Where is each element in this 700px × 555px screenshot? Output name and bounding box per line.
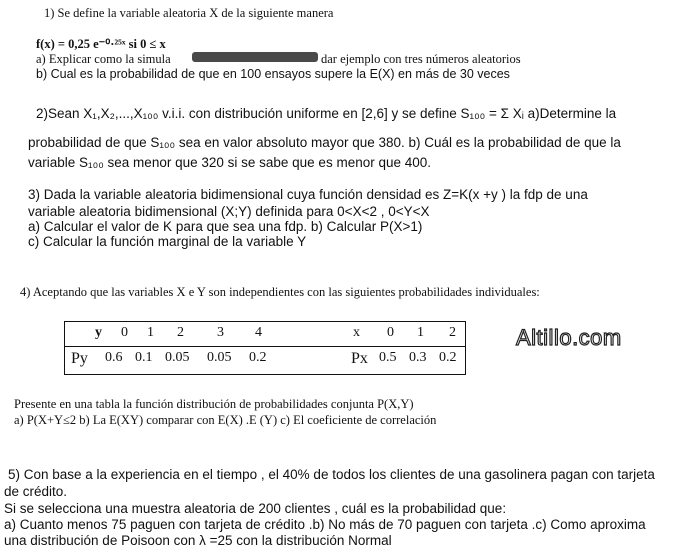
y-value: 4 xyxy=(255,325,262,340)
x-value: 0 xyxy=(387,325,394,340)
problem-1-formula: f(x) = 0,25 e⁻⁰·²⁵ˣ si 0 ≤ x xyxy=(36,37,166,51)
py-value: 0.05 xyxy=(165,350,190,365)
px-label: Px xyxy=(351,350,368,367)
problem-3-line-2: variable aleatoria bidimensional (X;Y) definida para 0<X<2 , 0<Y<X xyxy=(28,204,430,219)
x-label: x xyxy=(353,325,360,340)
problem-4-title: 4) Aceptando que las variables X e Y son independientes con las siguientes probabilidades individuales: xyxy=(20,285,540,299)
px-value: 0.5 xyxy=(379,350,397,365)
problem-3-line-3: a) Calcular el valor de K para que sea una fdp. b) Calcular P(X>1) xyxy=(28,219,423,234)
table-probability-row xyxy=(65,350,465,374)
y-value: 2 xyxy=(177,325,184,340)
problem-5-line-4: a) Cuanto menos 75 paguen con tarjeta de crédito .b) No más de 70 paguen con tarjeta .c) Como aproxima xyxy=(4,517,646,532)
probability-table xyxy=(64,321,466,375)
y-value: 0 xyxy=(121,325,128,340)
py-value: 0.2 xyxy=(249,350,267,365)
py-value: 0.1 xyxy=(135,350,153,365)
py-value: 0.05 xyxy=(207,350,232,365)
problem-5-line-1: 5) Con base a la experiencia en el tiempo , el 40% de todos los clientes de una gasolinera pagan con tarjeta xyxy=(8,467,655,482)
x-value: 1 xyxy=(417,325,424,340)
problem-1-part-a-start: a) Explicar como la simula xyxy=(36,52,171,66)
problem-2-line-2: probabilidad de que S₁₀₀ sea en valor absoluto mayor que 380. b) Cuál es la probabilidad de que la xyxy=(28,135,621,150)
problem-5-line-3: Si se selecciona una muestra aleatoria de 200 clientes , cuál es la probabilidad que: xyxy=(4,501,507,516)
problem-1-title: 1) Se define la variable aleatoria X de la siguiente manera xyxy=(44,6,334,20)
px-value: 0.3 xyxy=(409,350,427,365)
problem-5-line-5: una distribución de Poisoon con λ =25 con la distribución Normal xyxy=(4,533,392,548)
problem-2-line-3: variable S₁₀₀ sea menor que 320 si se sabe que es menor que 400. xyxy=(28,155,432,170)
py-label: Py xyxy=(71,350,88,367)
problem-2-line-1: 2)Sean X₁,X₂,...,X₁₀₀ v.i.i. con distribución uniforme en [2,6] y se define S₁₀₀ = Σ Xᵢ a)Determine la xyxy=(36,106,617,121)
x-value: 2 xyxy=(449,325,456,340)
problem-1-part-a-end: dar ejemplo con tres números aleatorios xyxy=(321,52,521,66)
y-label: y xyxy=(95,325,102,340)
problem-4-line-1: Presente en una tabla la función distribución de probabilidades conjunta P(X,Y) xyxy=(14,397,414,411)
px-value: 0.2 xyxy=(439,350,457,365)
problem-3-line-1: 3) Dada la variable aleatoria bidimensional cuya función densidad es Z=K(x +y ) la fdp de una xyxy=(28,187,588,202)
y-value: 1 xyxy=(147,325,154,340)
altillo-watermark: Altillo.com xyxy=(516,325,622,350)
scribbled-out-text xyxy=(192,52,318,62)
table-divider xyxy=(65,346,465,347)
problem-1-part-b: b) Cual es la probabilidad de que en 100 ensayos supere la E(X) en más de 30 veces xyxy=(36,67,510,81)
y-value: 3 xyxy=(217,325,224,340)
problem-4-line-2: a) P(X+Y≤2 b) La E(XY) comparar con E(X) .E (Y) c) El coeficiente de correlación xyxy=(14,413,437,427)
problem-5-line-2: de crédito. xyxy=(4,484,68,499)
problem-3-line-4: c) Calcular la función marginal de la variable Y xyxy=(28,234,307,249)
py-value: 0.6 xyxy=(105,350,123,365)
